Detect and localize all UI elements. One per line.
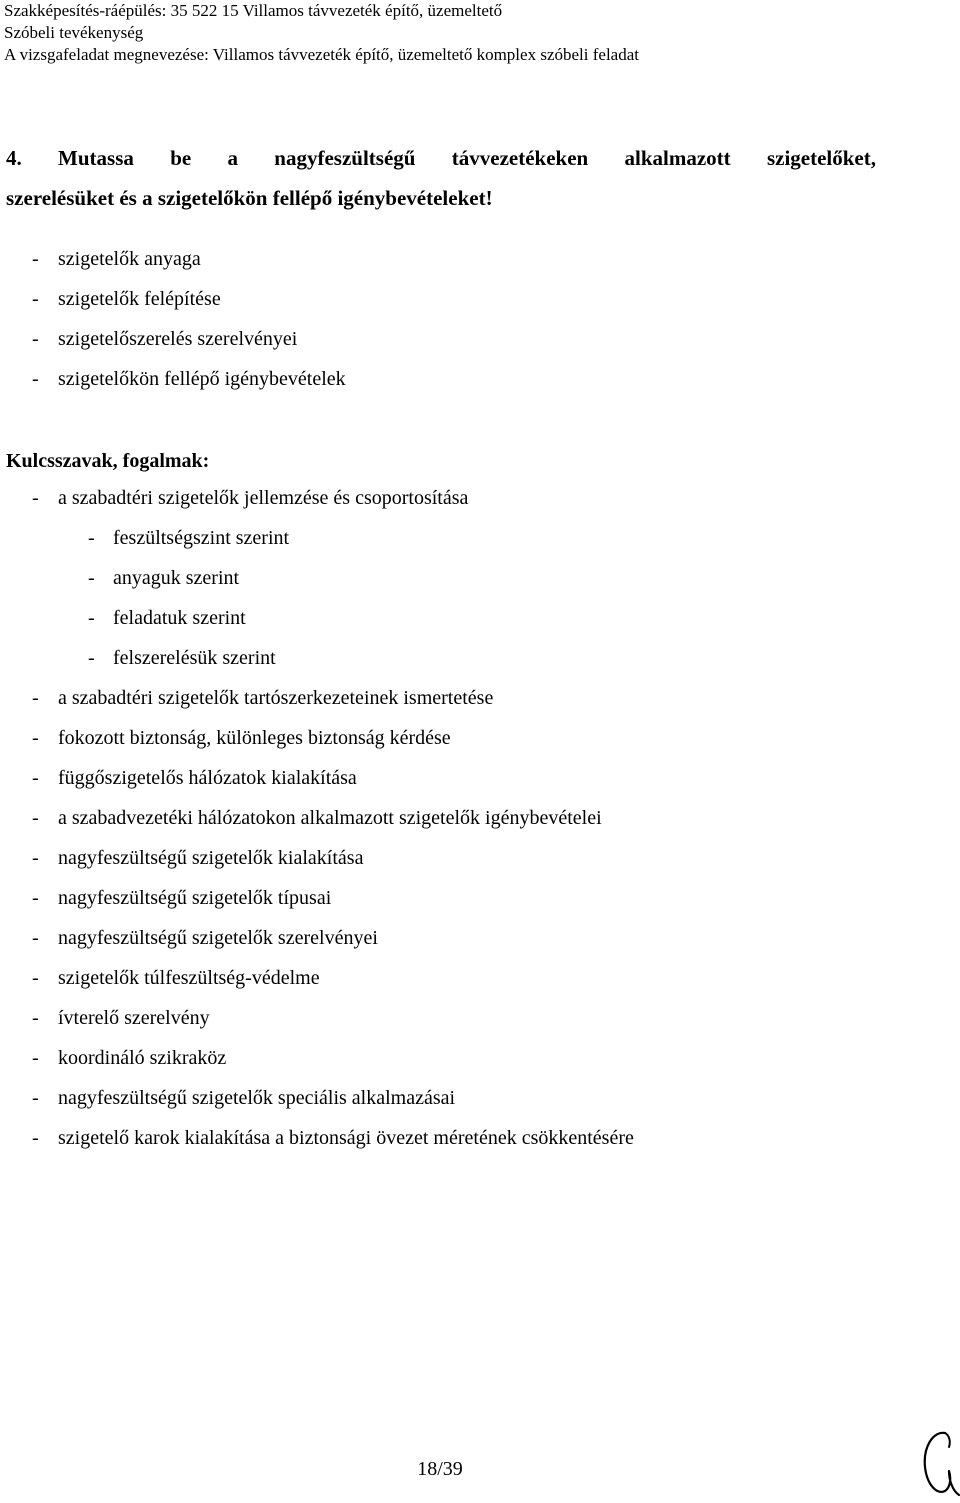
- bullet-dash: -: [88, 607, 95, 629]
- list-item-text: felszerelésük szerint: [113, 647, 276, 669]
- list-item: [0, 758, 960, 798]
- bullet-dash: -: [32, 927, 39, 949]
- question-word: Mutassa: [58, 146, 134, 170]
- list-item: [0, 279, 960, 319]
- list-item-text: feszültségszint szerint: [113, 527, 290, 549]
- bullet-dash: -: [32, 248, 39, 270]
- bullet-dash: -: [32, 368, 39, 390]
- list-item-text: nagyfeszültségű szigetelők szerelvényei: [58, 927, 378, 949]
- bullet-dash: -: [32, 767, 39, 789]
- list-item: [0, 1078, 960, 1118]
- bullet-dash: -: [32, 847, 39, 869]
- list-item-text: feladatuk szerint: [113, 607, 246, 629]
- bullet-dash: -: [32, 687, 39, 709]
- list-item: [0, 558, 960, 598]
- bullet-dash: -: [32, 967, 39, 989]
- list-item-text: a szabadtéri szigetelők tartószerkezeteinek ismertetése: [58, 687, 494, 709]
- list-item: [0, 998, 960, 1038]
- question-word: a: [227, 146, 238, 170]
- list-item: [0, 1118, 960, 1158]
- bullet-dash: -: [32, 807, 39, 829]
- question-word: nagyfeszültségű: [274, 146, 416, 170]
- header-qualification: Szakképesítés-ráépülés: 35 522 15 Villamos távvezeték építő, üzemeltető: [4, 1, 503, 20]
- bullet-dash: -: [32, 328, 39, 350]
- page-header: [4, 0, 954, 66]
- list-item: [0, 878, 960, 918]
- list-item-text: szigetelő karok kialakítása a biztonsági övezet méretének csökkentésére: [58, 1127, 634, 1149]
- list-item-text: nagyfeszültségű szigetelők speciális alkalmazásai: [58, 1087, 456, 1109]
- list-item-text: szigetelőkön fellépő igénybevételek: [58, 368, 346, 390]
- list-item-text: a szabadtéri szigetelők jellemzése és csoportosítása: [58, 487, 469, 509]
- list-item-text: szigetelők anyaga: [58, 248, 201, 270]
- keywords-title: Kulcsszavak, fogalmak:: [6, 450, 210, 472]
- question-word: távvezetékeken: [451, 146, 589, 170]
- list-item-text: szigetelők túlfeszültség-védelme: [58, 967, 320, 989]
- bullet-dash: -: [88, 527, 95, 549]
- list-item: [0, 798, 960, 838]
- question-word: szigetelőket,: [766, 146, 876, 170]
- list-item: [0, 638, 960, 678]
- bullet-dash: -: [88, 647, 95, 669]
- list-item: [0, 918, 960, 958]
- list-item: [0, 478, 960, 518]
- list-item-text: anyaguk szerint: [113, 567, 240, 589]
- list-item: [0, 359, 960, 399]
- list-item: [0, 319, 960, 359]
- list-item-text: nagyfeszültségű szigetelők kialakítása: [58, 847, 364, 869]
- question-word: alkalmazott: [624, 146, 731, 170]
- page-number: 18/39: [417, 1458, 463, 1480]
- question-word: 4.: [6, 146, 22, 170]
- list-item-text: nagyfeszültségű szigetelők típusai: [58, 887, 332, 909]
- bullet-dash: -: [32, 487, 39, 509]
- list-item: [0, 518, 960, 558]
- list-item: [0, 239, 960, 279]
- bullet-dash: -: [32, 1087, 39, 1109]
- header-task-name: A vizsgafeladat megnevezése: Villamos távvezeték építő, üzemeltető komplex szóbeli feladat: [4, 45, 639, 64]
- bullet-dash: -: [32, 727, 39, 749]
- list-item-text: szigetelők felépítése: [58, 288, 221, 310]
- list-item-text: szigetelőszerelés szerelvényei: [58, 328, 298, 350]
- list-item-text: függőszigetelős hálózatok kialakítása: [58, 767, 357, 789]
- bullet-dash: -: [88, 567, 95, 589]
- bullet-dash: -: [32, 887, 39, 909]
- list-item: [0, 958, 960, 998]
- topics-list: [0, 239, 960, 399]
- list-item-text: ívterelő szerelvény: [58, 1007, 210, 1029]
- header-activity: Szóbeli tevékenység: [4, 23, 144, 42]
- list-item: [0, 838, 960, 878]
- bullet-dash: -: [32, 1007, 39, 1029]
- handwritten-signature-icon: [915, 1425, 960, 1503]
- list-item: [0, 1038, 960, 1078]
- bullet-dash: -: [32, 1047, 39, 1069]
- question-line-1: [6, 138, 876, 178]
- question-title: [6, 138, 876, 218]
- question-line-2: szerelésüket és a szigetelőkön fellépő igénybevételeket!: [6, 186, 493, 210]
- question-word: be: [170, 146, 192, 170]
- list-item-text: fokozott biztonság, különleges biztonság kérdése: [58, 727, 451, 749]
- keywords-list: [0, 478, 960, 1158]
- list-item-text: koordináló szikraköz: [58, 1047, 227, 1069]
- bullet-dash: -: [32, 1127, 39, 1149]
- list-item: [0, 718, 960, 758]
- list-item-text: a szabadvezetéki hálózatokon alkalmazott szigetelők igénybevételei: [58, 807, 602, 829]
- list-item: [0, 678, 960, 718]
- list-item: [0, 598, 960, 638]
- bullet-dash: -: [32, 288, 39, 310]
